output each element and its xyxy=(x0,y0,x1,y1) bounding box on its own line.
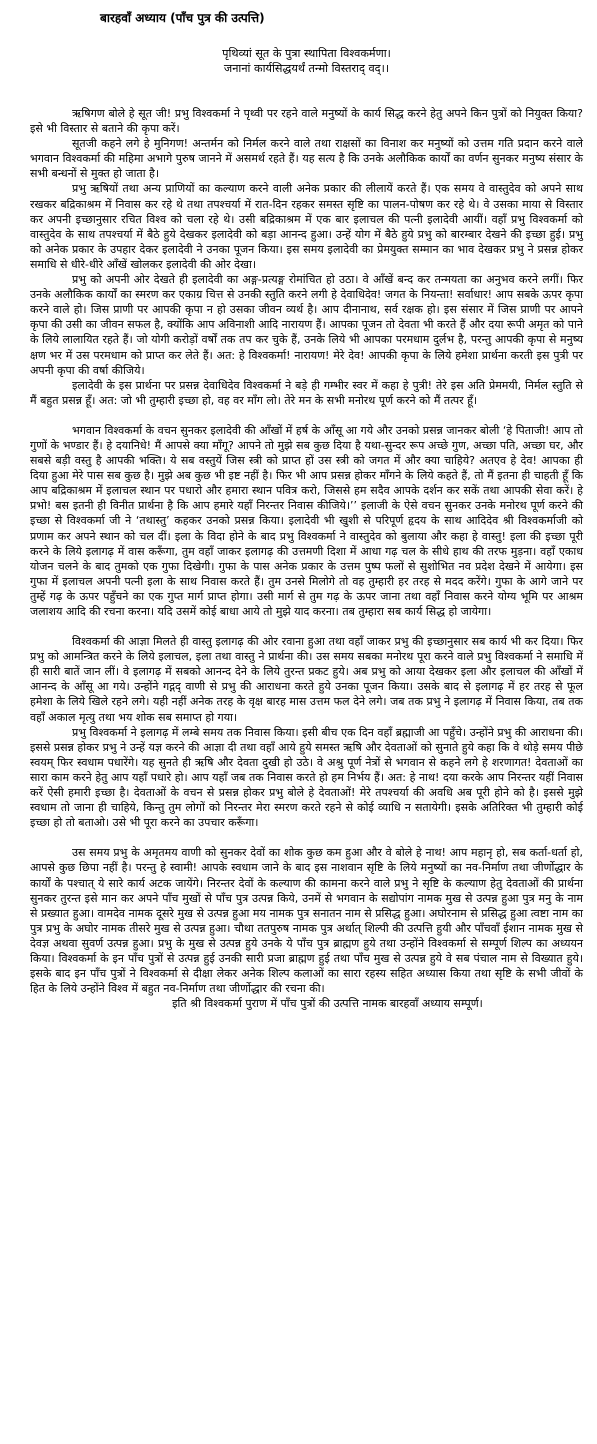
chapter-closing: इति श्री विश्वकर्मा पुराण में पाँच पुत्रों की उत्पत्ति नामक बारहवाँ अध्याय सम्पूर्ण। xyxy=(172,997,483,1011)
paragraph-five-sons: उस समय प्रभु के अमृतमय वाणी को सुनकर देवों का शोक कुछ कम हुआ और वे बोले हे नाथ! आप महानृ हो, सब कर्ता-धर्ता हो, आपसे कुछ छिपा नहीं है। परन्तु हे स्वामी! आपके स्वधाम जाने के बाद इस नाशवान सृष्टि के लिये मनुष्यों का नव-निर्माण तथा जीर्णोद्धार के कार्यों के पश्चात् ये सारे कार्य अटक जायेंगे। निरन्तर देवों के कल्याण की कामना करने वाले प्रभु ने सृष्टि के कल्याण हेतु देवताओं की प्रार्थना सुनकर तुरन्त इसे मान कर अपने पाँच मुखों से पाँच पुत्र उत्पन्न किये, उनमें से भगवान के सद्योपांग नामक मुख से उत्पन्न हुआ पुत्र मनु के नाम से प्रख्यात हुआ। वामदेव नामक दूसरे मुख से उत्पन्न हुआ मय नामक पुत्र सनातन नाम से प्रसिद्ध हुआ। अघोरनाम से प्रसिद्ध हुआ त्वष्टा नाम का पुत्र प्रभु के अघोर नामक तीसरे मुख से उत्पन्न हुआ। चौथा ततपुरुष नामक पुत्र अर्थात् शिल्पी की उत्पत्ति हुयी और पाँचवाँ ईशान नामक मुख से देवज्ञ अथवा सुवर्ण उत्पन्न हुआ। प्रभु के मुख से उत्पन्न हुये उनके ये पाँच पुत्र ब्राह्मण हुये तथा उन्होंने विश्वकर्मा से सम्पूर्ण शिल्प का अध्ययन किया। विश्वकर्मा के इन पाँच पुत्रों से उत्पन्न हुई उनकी सारी प्रजा ब्राह्मण हुई तथा पाँच मुख से उत्पन्न हुये वे सब पंचाल नाम से विख्यात हुये। इसके बाद इन पाँच पुत्रों ने विश्वकर्मा से दीक्षा लेकर अनेक शिल्प कलाओं का सारा रहस्य सहित अध्यास किया तथा सृष्टि के सभी जीवों के हित के लिये उन्होंने विश्व में बहुत नव-निर्माण तथा जीर्णोद्धार की रचना की। xyxy=(30,846,583,996)
shloka xyxy=(30,46,583,76)
paragraph-iladevi-praise: प्रभु को अपनी ओर देखते ही इलादेवी का अङ्ग-प्रत्यङ्ग रोमांचित हो उठा। वे आँखें बन्द कर तन्मयता का अनुभव करने लगीं। फिर उनके अलौकिक कार्यों का स्मरण कर एकाग्र चित्त से उनकी स्तुति करने लगी हे देवाधिदेव! जगत के नियन्ता! सर्वाधार! आप सबके ऊपर कृपा करने वाले हो। जिस प्राणी पर आपकी कृपा न हो उसका जीवन व्यर्थ है। आप दीनानाथ, सर्व रक्षक हो। इस संसार में जिस प्राणी पर आपने कृपा की उसी का जीवन सफल है, क्योंकि आप अविनाशी आदि नारायण हैं। आपका पूजन तो देवता भी करते हैं और दया रूपी अमृत को पाने के लिये लालायित रहते हैं। जो योगी करोड़ों वर्षों तक तप कर चुके हैं, उनके लिये भी आपका परमधाम दुर्लभ है, परन्तु आपकी कृपा से मनुष्य क्षण भर में उस परमधाम को प्राप्त कर लेते हैं। अत: हे विश्वकर्मा! नारायण! मेरे देव! आपकी कृपा के लिये हमेशा प्रार्थना करती इस पुत्री पर अपनी कृपा की वर्षा कीजिये। xyxy=(30,273,583,377)
chapter-body xyxy=(30,106,583,1011)
paragraph-badrikashram: प्रभु ऋषियों तथा अन्य प्राणियों का कल्याण करने वाली अनेक प्रकार की लीलायें करते हैं। एक समय वे वास्तुदेव को अपने साथ रखकर बद्रिकाश्रम में निवास कर रहे थे तथा तपश्चर्या में रात-दिन रहकर समस्त सृष्टि का पालन-पोषण कर रहे थे। वे उसका माया से विस्तार कर अपनी इच्छानुसार रचित विश्व को चला रहे थे। उसी बद्रिकाश्रम में एक बार इलाचल की पत्नी इलादेवी आयीं। वहाँ प्रभु विश्वकर्मा को वास्तुदेव के साथ तपश्चर्या में बैठे हुये देखकर इलादेवी को बड़ा आनन्द हुआ। उन्हें योग में बैठे हुये प्रभु को बारम्बार देखने की इच्छा हुई। प्रभु को अनेक प्रकार के उपहार देकर इलादेवी ने उनका पूजन किया। इस समय इलादेवी का प्रेमयुक्त सम्मान का भाव देखकर प्रभु ने प्रसन्न होकर समाधि से धीरे-धीरे आँखें खोलकर इलादेवी की ओर देखा। xyxy=(30,182,583,271)
paragraph-vishwakarma-boon: इलादेवी के इस प्रार्थना पर प्रसन्न देवाधिदेव विश्वकर्मा ने बड़े ही गम्भीर स्वर में कहा हे पुत्री! तेरे इस अति प्रेममयी, निर्मल स्तुति से मैं बहुत प्रसन्न हूँ। अत: जो भी तुम्हारी इच्छा हो, वह वर माँग लो। तेरे मन के सभी मनोरथ पूर्ण करने को मैं तत्पर हूँ। xyxy=(30,378,583,407)
paragraph-rishis-question: ऋषिगण बोले हे सूत जी! प्रभु विश्वकर्मा ने पृथ्वी पर रहने वाले मनुष्यों के कार्य सिद्ध करने हेतु अपने किन पुत्रों को नियुक्त किया? इसे भी विस्तार से बताने की कृपा करें। xyxy=(30,107,583,136)
shloka-line-1: पृथिव्यां सूत के पुत्रा स्थापिता विश्वकर्मणा। xyxy=(222,47,391,60)
paragraph-brahmaji: प्रभु विश्वकर्मा ने इलागढ़ में लम्बे समय तक निवास किया। इसी बीच एक दिन वहाँ ब्रह्माजी आ पहुँचे। उन्होंने प्रभु की आराधना की। इससे प्रसन्न होकर प्रभु ने उन्हें यज्ञ करने की आज्ञा दी तथा वहाँ आये हुये समस्त ऋषि और देवताओं को सुनाते हुये कहा कि वे थोड़े समय पीछे स्वयम् फिर स्वधाम पधारेंगे। यह सुनते ही ऋषि और देवता दुखी हो उठे। वे अश्रु पूर्ण नेत्रों से भगवान से कहने लगे हे शरणागत! देवताओं का सारा काम करने हेतु आप यहाँ पधारे हो। आप यहाँ जब तक निवास करते हो हम निर्भय हैं। अत: हे नाथ! दया करके आप निरन्तर यहीं निवास करें ऐसी हमारी इच्छा है। देवताओं के वचन से प्रसन्न होकर प्रभु बोले हे देवताओं! मेरे तपश्चर्या की अवधि अब पूरी होने को है। इससे मुझे स्वधाम तो जाना ही चाहिये, किन्तु तुम लोगों को निरन्तर मेरा स्मरण करते रहने से कोई व्याधि न सतायेगी। इसके अतिरिक्त भी तुम्हारी कोई इच्छा हो तो बताओ। उसे भी पूरा करने का उपचार करूँगा। xyxy=(30,725,583,830)
shloka-line-2: जनानां कार्यसिद्धयर्थं तन्मो विस्तराद् वद्।। xyxy=(223,62,390,75)
chapter-title: बारहवाँ अध्याय (पाँच पुत्र की उत्पत्ति) xyxy=(100,11,265,25)
paragraph-iladevi-request: भगवान विश्वकर्मा के वचन सुनकर इलादेवी की आँखों में हर्ष के आँसू आ गये और उनको प्रसन्न जानकर बोली ‘हे पिताजी! आप तो गुणों के भण्डार हैं। हे दयानिधे! मैं आपसे क्या माँगू? आपने तो मुझे सब कुछ दिया है यथा-सुन्दर रूप अच्छे गुण, अच्छा पति, अच्छा घर, और सबसे बड़ी वस्तु है आपकी भक्ति। ये सब वस्तुयें जिस स्त्री को प्राप्त हों उस स्त्री को जगत में और क्या चाहिये? अतएव हे देव! आपका ही दिया हुआ मेरे पास सब कुछ है। मुझे अब कुछ भी इष्ट नहीं है। फिर भी आप प्रसन्न होकर माँगने के लिये कहते हैं, तो मैं इतना ही चाहती हूँ कि आप बद्रिकाश्रम में इलाचल स्थान पर पधारो और हमारा स्थान पवित्र करो, जिससे हम सदैव आपके दर्शन कर सकें तथा आपकी सेवा करें। हे प्रभो! बस इतनी ही विनीत प्रार्थना है कि आप हमारे यहाँ निरन्तर निवास कीजिये।’’ इलाजी के ऐसे वचन सुनकर उनके मनोरथ पूर्ण करने की इच्छा से विश्वकर्मा जी ने ‘तथास्तु’ कहकर उनको प्रसन्न किया। इलादेवी भी खुशी से परिपूर्ण हृदय के साथ आदिदेव श्री विश्वकर्माजी को प्रणाम कर अपने स्थान को चल दीं। इला के विदा होने के बाद प्रभु विश्वकर्मा ने वास्तुदेव को बुलाया और कहा हे वास्तु! इला की इच्छा पूरी करने के लिये इलागढ़ में वास करूँगा, तुम वहाँ जाकर इलागढ़ की उत्तमणी दिशा में आधा गढ़ चल के सीधे हाथ की तरफ मुड़ना। वहाँ एकाध योजन चलने के बाद तुमको एक गुफा दिखेगी। गुफा के पास अनेक प्रकार के उत्तम पुष्प फलों से सुशोभित नव प्रदेश देखने में आयेगा। इस गुफा में इलाचल अपनी पत्नी इला के साथ निवास करते हैं। तुम उनसे मिलोगे तो वह तुम्हारी हर तरह से मदद करेंगे। गुफा के आगे जाने पर तुम्हें गढ़ के ऊपर पहुँचने का एक गुप्त मार्ग प्राप्त होगा। उसी मार्ग से तुम गढ़ के ऊपर जाना तथा वहाँ निवास करने योग्य भूमि पर आश्रम जलाशय आदि की रचना करना। यदि उसमें कोई बाधा आये तो मुझे याद करना। तब तुम्हारा सब कार्य सिद्ध हो जायेगा। xyxy=(30,423,583,618)
paragraph-sutaji-reply: सूतजी कहने लगे हे मुनिगण! अन्तर्मन को निर्मल करने वाले तथा राक्षसों का विनाश कर मनुष्यों को उत्तम गति प्रदान करने वाले भगवान विश्वकर्मा की महिमा अभागे पुरुष जानने में असमर्थ रहते हैं। यह सत्य है कि उनके अलौकिक कार्यों का वर्णन सुनकर मनुष्य संसार के सभी बन्धनों से मुक्त हो जाता है। xyxy=(30,137,583,181)
paragraph-ilagarh: विश्वकर्मा की आज्ञा मिलते ही वास्तु इलागढ़ की ओर रवाना हुआ तथा वहाँ जाकर प्रभु की इच्छानुसार सब कार्य भी कर दिया। फिर प्रभु को आमन्त्रित करने के लिये इलाचल, इला तथा वास्तु ने प्रार्थना की। उस समय सबका मनोरथ पूरा करने वाले प्रभु विश्वकर्मा ने समाधि में ही सारी बातें जान लीं। वे इलागढ़ में सबको आनन्द देने के लिये तुरन्त प्रकट हुये। अब प्रभु को आया देखकर इला और इलाचल की आँखों में आनन्द के आँसू आ गये। उन्होंने गद्गद् वाणी से प्रभु की आराधना करते हुये उनका पूजन किया। उसके बाद से इलागढ़ में हर तरह से फूल हमेशा के लिये खिले रहने लगे। यही नहीं अनेक तरह के वृक्ष बारह मास उत्तम फल देने लगे। जब तक प्रभु ने इलागढ़ में निवास किया, तब तक वहाँ अकाल मृत्यु तथा भय शोक सब समाप्त हो गया। xyxy=(30,635,583,724)
